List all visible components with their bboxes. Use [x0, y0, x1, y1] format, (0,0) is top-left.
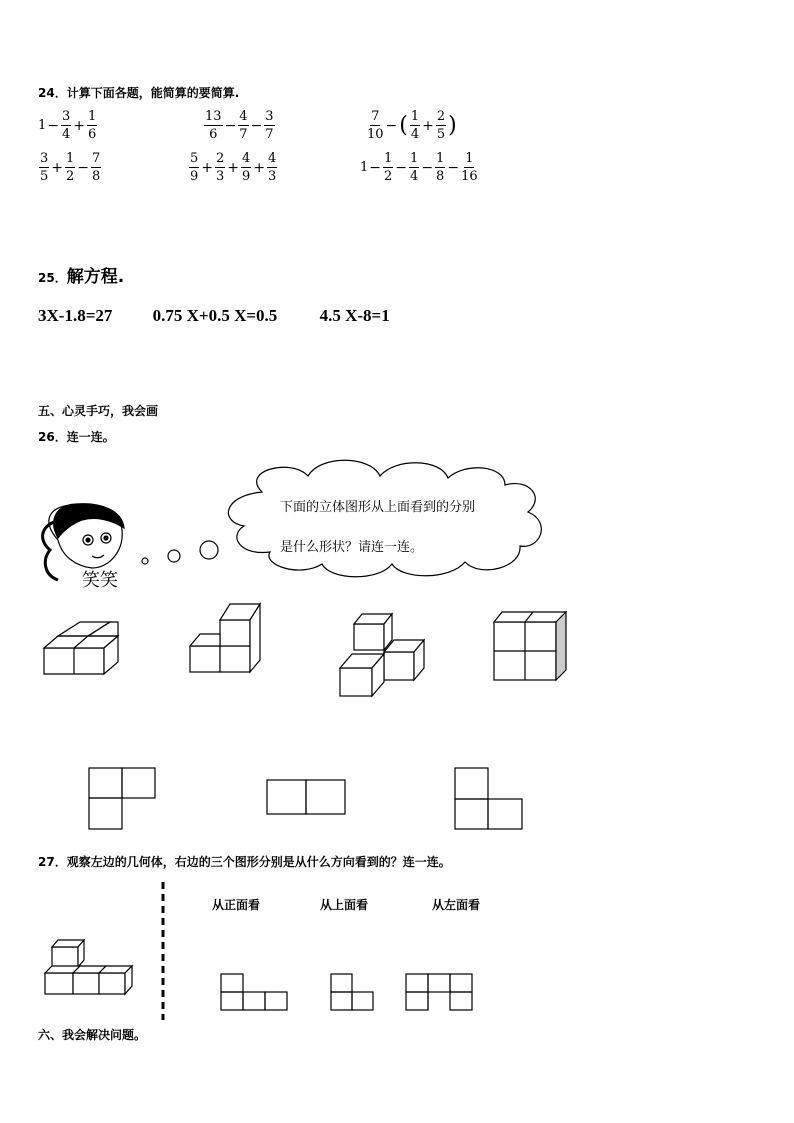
thought-dot-large	[200, 541, 218, 559]
q27-label-top: 从上面看	[320, 898, 369, 912]
equation-2: 0.75 X+0.5 X=0.5	[152, 306, 278, 325]
equation-1: 3X-1.8=27	[38, 306, 113, 325]
equation-3: 4.5 X-8=1	[319, 306, 390, 325]
top-view-2	[267, 780, 345, 814]
bubble-line-1: 下面的立体图形从上面看到的分别	[280, 500, 476, 515]
thought-dot-medium	[168, 550, 180, 562]
expr-2: $\frac{13}{6}$ − $\frac{4}{7}$ − $\frac{3}{7}$	[205, 109, 274, 142]
bubble-line-2: 是什么形状？请连一连。	[280, 540, 424, 555]
thought-cloud	[228, 460, 541, 577]
q27-title: 27．观察左边的几何体，右边的三个图形分别是从什么方向看到的？连一连。	[38, 855, 451, 869]
q27-label-left: 从左面看	[432, 898, 481, 912]
expr-4: $\frac{3}{5}$ + $\frac{1}{2}$ − $\frac{7}{8}$	[40, 151, 101, 184]
q27-label-front: 从正面看	[212, 898, 261, 912]
solid-2	[190, 604, 260, 672]
solid-1	[44, 622, 118, 674]
q27-solid	[45, 940, 132, 994]
thought-dot-small	[142, 558, 148, 564]
solid-3	[340, 614, 424, 696]
section-5-heading: 五、心灵手巧，我会画	[38, 404, 159, 418]
q26-title: 26．连一连。	[38, 430, 115, 444]
q24-title: 24．计算下面各题，能简算的要简算.	[38, 86, 240, 100]
expr-1: 1 − $\frac{3}{4}$ + $\frac{1}{6}$	[38, 109, 97, 142]
top-view-3	[455, 768, 522, 829]
q27-view-front	[221, 974, 287, 1010]
expr-3: $\frac{7}{10}$ − ( $\frac{1}{4}$ + $\frac{2}{5}$ )	[367, 109, 457, 142]
q27-view-left	[406, 974, 472, 1010]
q25-number: 25．	[38, 271, 67, 285]
expr-6: 1 − $\frac{1}{2}$ − $\frac{1}{4}$ − $\frac{1}{8}$ − $\frac{1}{16}$	[360, 151, 478, 184]
expr-5: $\frac{5}{9}$ + $\frac{2}{3}$ + $\frac{4}{9}$ + $\frac{4}{3}$	[190, 151, 277, 184]
top-view-1	[89, 768, 155, 829]
q27-view-top	[331, 974, 373, 1010]
girl-label: 笑笑	[82, 570, 118, 591]
q25-heading: 解方程.	[66, 267, 125, 287]
section-6-heading: 六、我会解决问题。	[38, 1028, 147, 1042]
solid-4	[494, 612, 566, 680]
